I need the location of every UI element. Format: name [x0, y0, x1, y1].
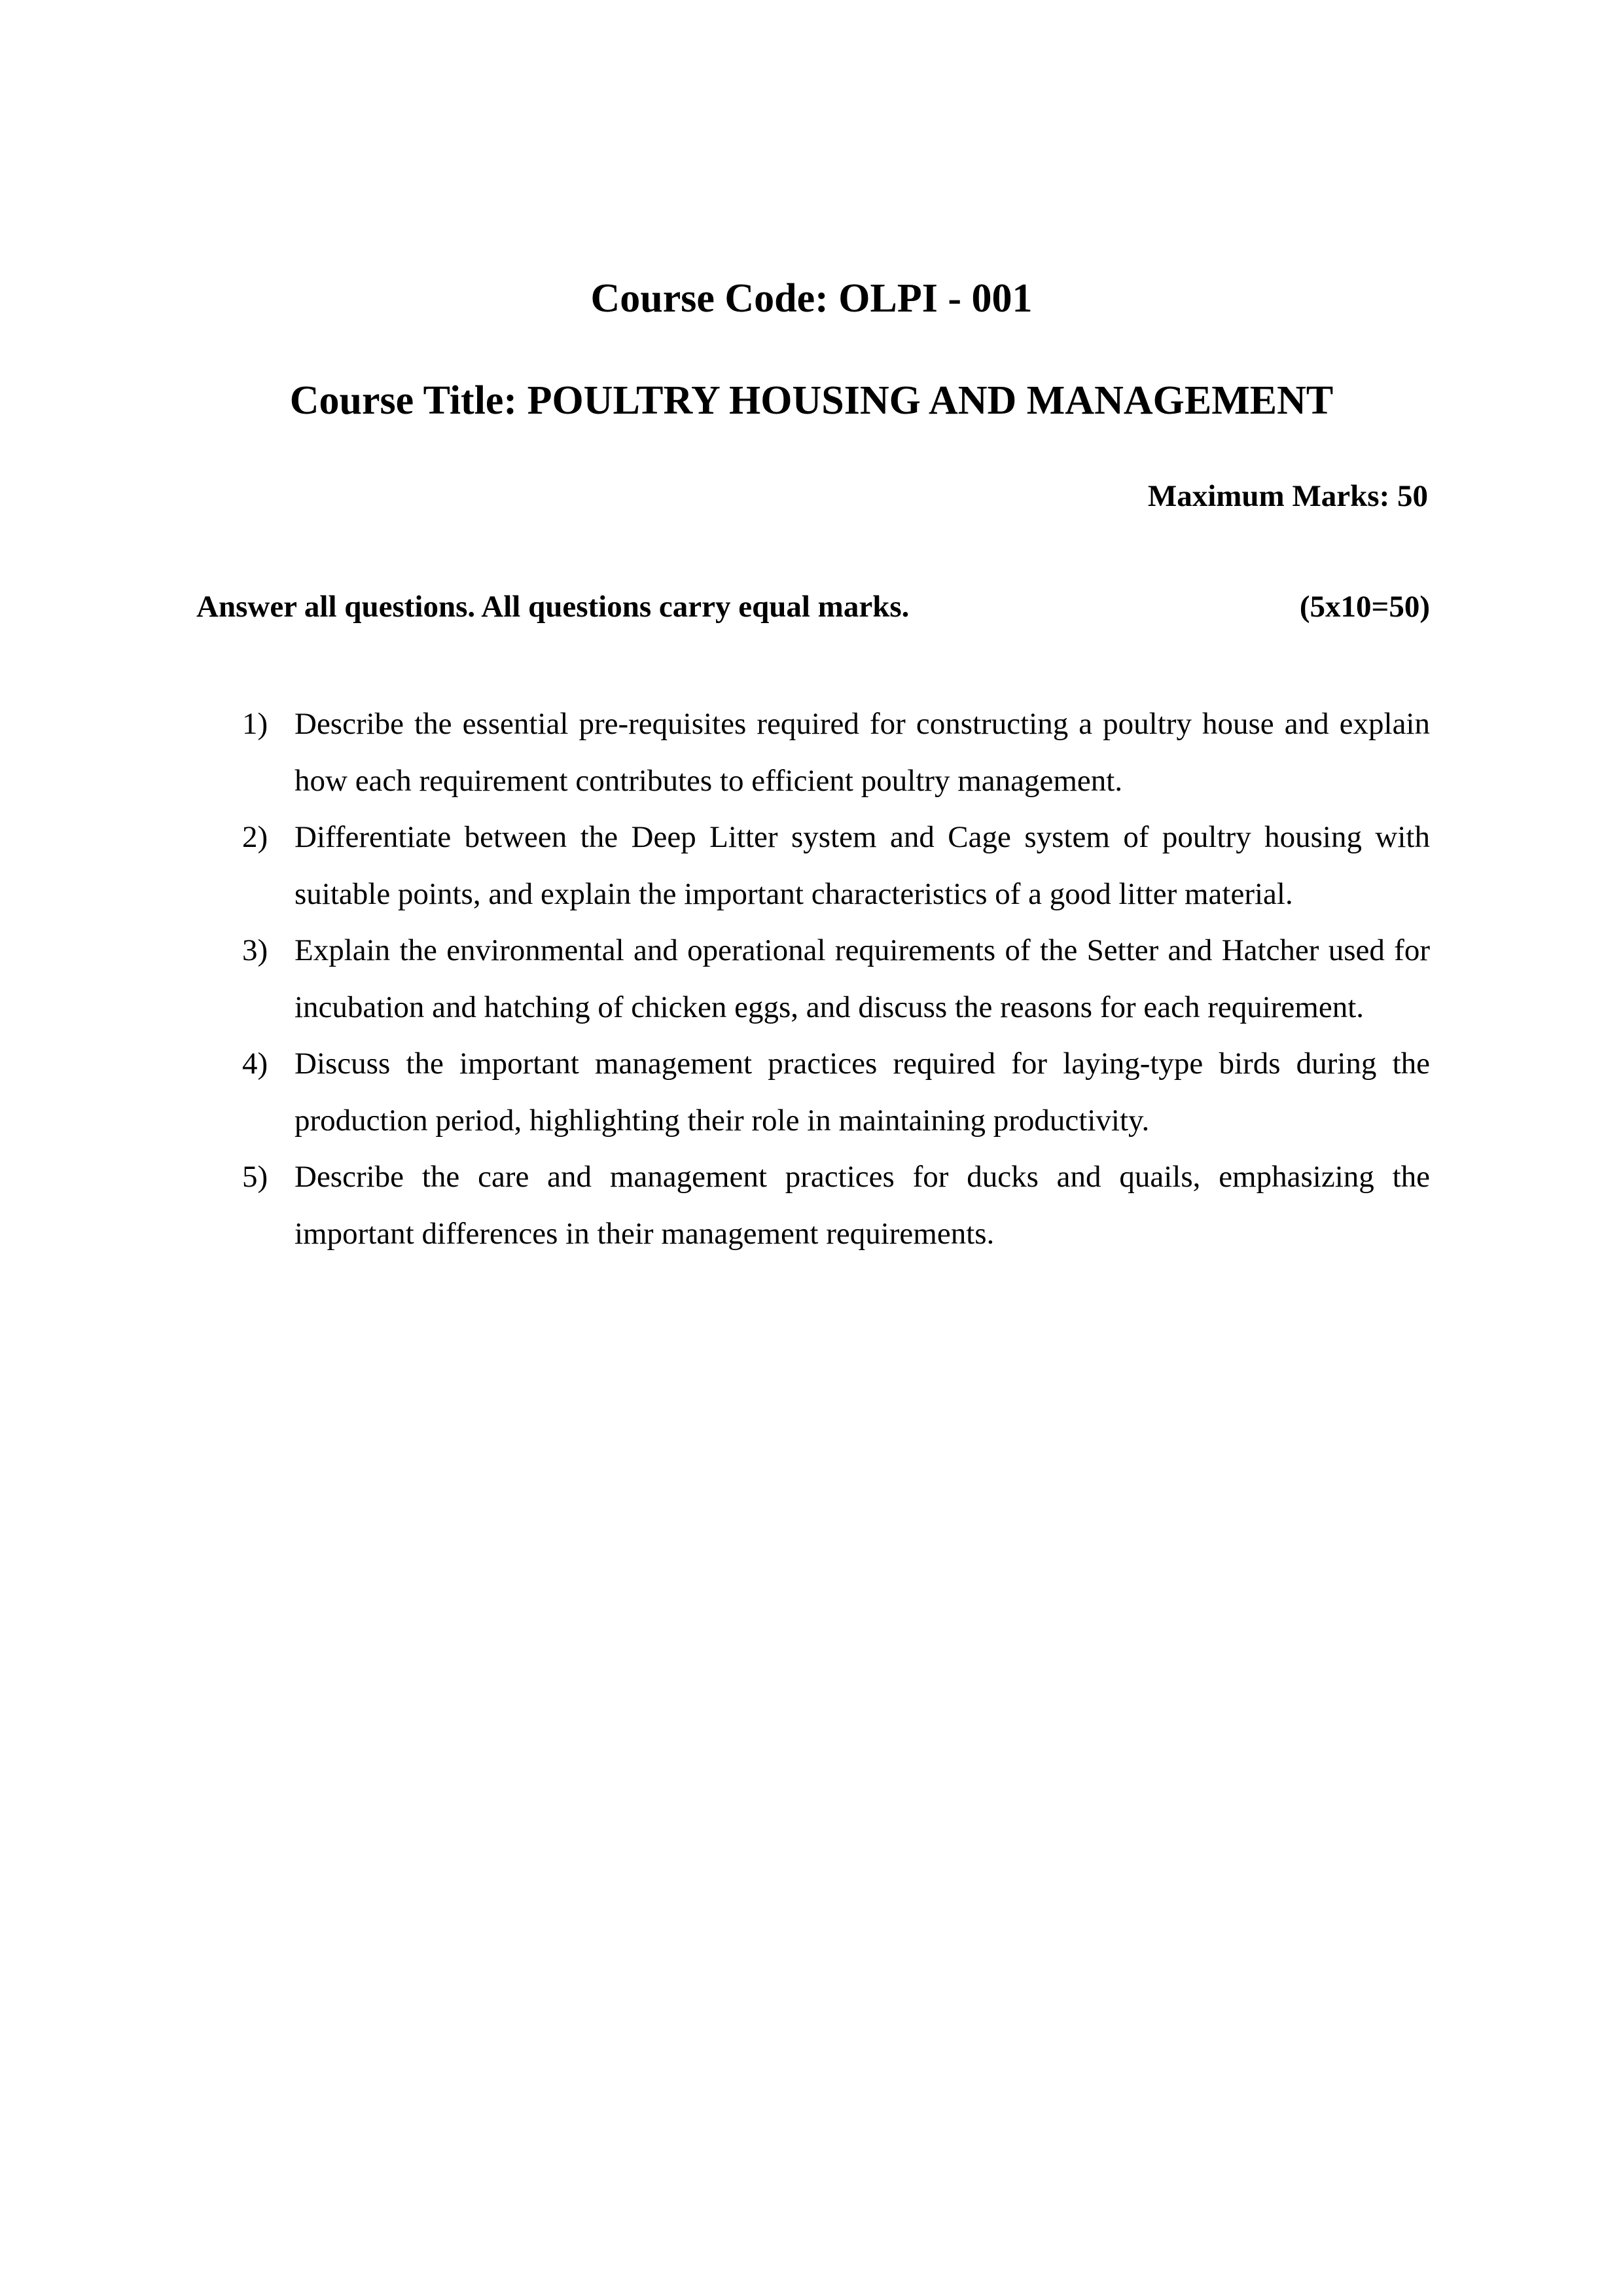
- question-number: 3): [242, 933, 268, 967]
- maximum-marks: Maximum Marks: 50: [1147, 479, 1428, 513]
- question-number: 4): [242, 1047, 268, 1081]
- course-title-heading: Course Title: POULTRY HOUSING AND MANAGEMENT: [289, 378, 1334, 423]
- question-text: Describe the essential pre-requisites required for constructing a poultry house and explain how each requirement contributes to efficient poultry management.: [294, 707, 1430, 798]
- question-text: Differentiate between the Deep Litter system and Cage system of poultry housing with suitable points, and explain the important characteristics of a good litter material.: [294, 820, 1430, 911]
- instructions-text: Answer all questions. All questions carry equal marks.: [196, 590, 910, 624]
- question-number: 5): [242, 1160, 268, 1194]
- question-text: Explain the environmental and operational requirements of the Setter and Hatcher used for incubation and hatching of chicken eggs, and discuss the reasons for each requirement.: [294, 933, 1430, 1024]
- question-list: [242, 696, 1430, 1262]
- question-text: Describe the care and management practices for ducks and quails, emphasizing the important differences in their management requirements.: [294, 1160, 1430, 1251]
- question-number: 1): [242, 707, 268, 741]
- marks-scheme: (5x10=50): [1299, 590, 1430, 624]
- question-item: [242, 1035, 1430, 1149]
- question-item: [242, 809, 1430, 922]
- question-item: [242, 1149, 1430, 1262]
- question-number: 2): [242, 820, 268, 854]
- question-text: Discuss the important management practices required for laying-type birds during the production period, highlighting their role in maintaining productivity.: [294, 1047, 1430, 1138]
- question-item: [242, 922, 1430, 1035]
- question-item: [242, 696, 1430, 809]
- instructions-line: [196, 587, 1430, 626]
- course-code-heading: Course Code: OLPI - 001: [590, 276, 1033, 321]
